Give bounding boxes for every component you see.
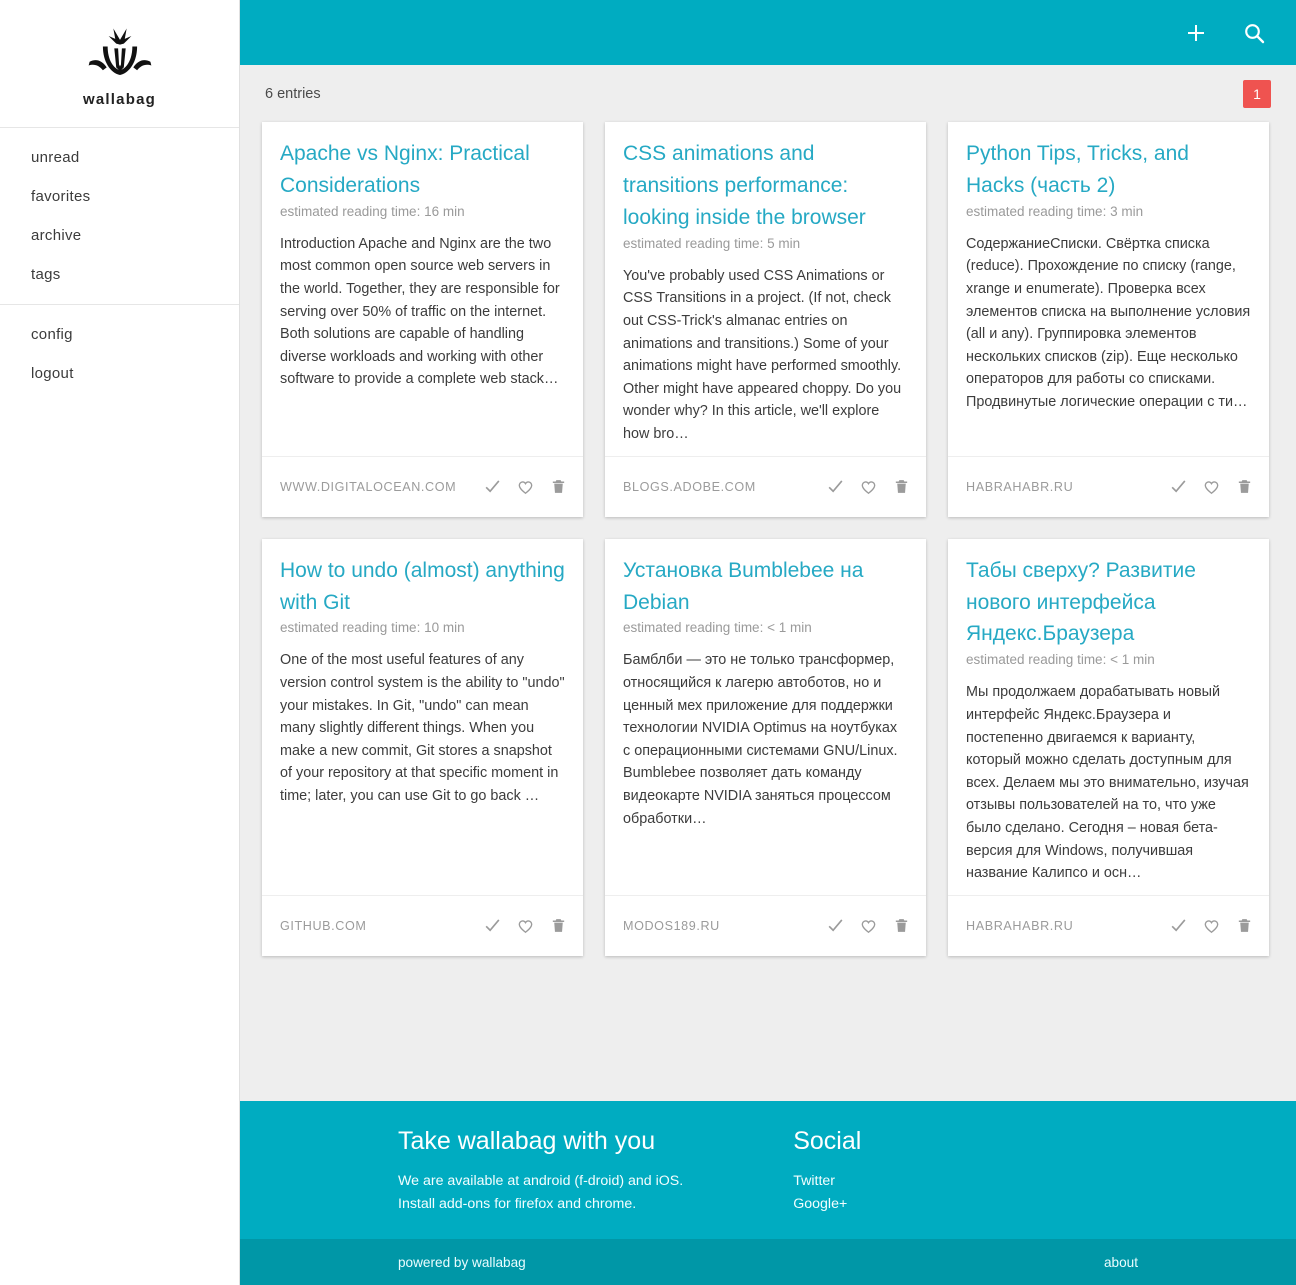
check-icon [826,916,845,935]
trash-icon [1236,916,1253,935]
entry-title[interactable]: How to undo (almost) anything with Git [280,558,565,614]
entry-actions [824,915,912,937]
entry-card-footer [605,456,926,517]
heart-icon [516,916,535,935]
logo-label: wallabag [83,91,156,108]
entry-title[interactable]: Табы сверху? Развитие нового интерфейса Яндекс.Браузера [966,558,1196,646]
pagination-current-page[interactable]: 1 [1243,80,1271,108]
entry-card-body [605,122,926,456]
entry-reading-time: estimated reading time: < 1 min [623,620,812,636]
entry-card-footer [948,895,1269,956]
entry-preview: Мы продолжаем дорабатывать новый интерфейс Яндекс.Браузера и постепенно двигаемся к варианту, который можно сделать доступным для всех. Делаем мы это внимательно, изучая отзывы пользователей на то, что уже было сделано. Сегодня – новая бета-версия для Windows, получившая название Калипсо и осн… [966,684,1249,882]
delete-button[interactable] [547,915,569,937]
sidebar [0,0,240,1285]
trash-icon [893,477,910,496]
entry-title[interactable]: CSS animations and transitions performance: looking inside the browser [623,142,866,229]
entry-reading-time: estimated reading time: < 1 min [966,652,1155,668]
footer-social-column [793,1127,861,1217]
entries-bar [240,65,1296,122]
delete-button[interactable] [890,476,912,498]
entry-domain: HABRAHABR.RU [966,479,1074,494]
entry-title[interactable]: Установка Bumblebee на Debian [623,558,864,614]
heart-icon [516,477,535,496]
trash-icon [550,916,567,935]
sidebar-item-favorites[interactable]: favorites [31,188,91,205]
footer-link-twitter[interactable]: Twitter [793,1172,835,1189]
page-footer [240,1101,1296,1239]
entry-card[interactable] [605,122,926,517]
heart-icon [859,477,878,496]
entry-card-body [262,122,583,456]
delete-button[interactable] [1233,915,1255,937]
entry-card-footer [605,895,926,956]
sidebar-item-config[interactable]: config [31,326,73,343]
entry-actions [1167,915,1255,937]
delete-button[interactable] [547,476,569,498]
entry-reading-time: estimated reading time: 10 min [280,620,465,636]
sidebar-item-unread[interactable]: unread [31,149,80,166]
footer-bottom-bar [240,1239,1296,1285]
check-icon [1169,916,1188,935]
mark-as-read-button[interactable] [481,476,503,498]
footer-apps-heading: Take wallabag with you [398,1126,656,1155]
entry-domain: MODOS189.RU [623,918,720,933]
entry-card[interactable] [605,539,926,956]
mark-as-read-button[interactable] [1167,476,1189,498]
check-icon [1169,477,1188,496]
footer-link-googleplus[interactable]: Google+ [793,1196,848,1213]
search-button[interactable] [1234,13,1274,53]
entry-preview: СодержаниеСписки. Свёртка списка (reduce). Прохождение по списку (range, xrange и enumerate). Проверка всех элементов списка на выполнение условия (all и any). Группировка элементов нескольких списков (zip). Еще несколько операторов для работы со списками. Продвинутые логические операции с ти… [966,235,1251,411]
favorite-button[interactable] [514,476,536,498]
entry-card-body [262,539,583,895]
main-content [240,0,1296,1285]
footer-apps-line-1: We are available at android (f-droid) and iOS. [398,1172,684,1189]
entry-preview: One of the most useful features of any version control system is the ability to "undo" your mistakes. In Git, "undo" can mean many slightly different things. When you make a new commit, Git stores a snapshot of your repository at that specific moment in time; later, you can use Git to go back … [280,652,565,805]
entry-domain: BLOGS.ADOBE.COM [623,479,756,494]
sidebar-nav-secondary [0,304,239,403]
delete-button[interactable] [1233,476,1255,498]
entry-preview: You've probably used CSS Animations or CSS Transitions in a project. (If not, check out CSS-Trick's almanac entries on animations and transitions.) Some of your animations might have performed smoothly. Other might have appeared choppy. Do you wonder why? In this article, we'll explore how bro… [623,267,902,442]
heart-icon [1202,477,1221,496]
mark-as-read-button[interactable] [824,915,846,937]
heart-icon [1202,916,1221,935]
add-entry-button[interactable] [1176,13,1216,53]
footer-apps-line-2: Install add-ons for firefox and chrome. [398,1196,637,1213]
entry-domain: HABRAHABR.RU [966,918,1074,933]
trash-icon [893,916,910,935]
check-icon [483,916,502,935]
check-icon [483,477,502,496]
entry-card[interactable] [948,539,1269,956]
wallabag-logo-icon [82,25,158,87]
mark-as-read-button[interactable] [1167,915,1189,937]
entries-count: 6 entries [265,85,321,102]
entry-reading-time: estimated reading time: 16 min [280,203,465,219]
logo-area [0,0,239,128]
sidebar-nav-primary [0,128,239,304]
mark-as-read-button[interactable] [481,915,503,937]
entry-actions [481,476,569,498]
entry-domain: WWW.DIGITALOCEAN.COM [280,479,457,494]
entry-preview: Introduction Apache and Nginx are the two most common open source web servers in the world. Together, they are responsible for serving over 50% of traffic on the internet. Both solutions are capable of handling diverse workloads and working with other software to provide a complete web stack… [280,235,560,388]
search-icon [1242,21,1266,45]
entry-card-footer [948,456,1269,517]
footer-apps-column [398,1127,683,1217]
entry-card[interactable] [262,539,583,956]
trash-icon [550,477,567,496]
entry-reading-time: estimated reading time: 3 min [966,203,1144,219]
favorite-button[interactable] [1200,915,1222,937]
entry-preview: Бамблби — это не только трансформер, относящийся к лагерю автоботов, но и ценный мех приложение для поддержки технологии NVIDIA Optimus на ноутбуках с операционными системами GNU/Linux. Bumblebee позволяет дать команду видеокарте NVIDIA заняться процессом обработки… [623,652,898,827]
entry-actions [824,476,912,498]
entry-card-grid [240,122,1296,956]
favorite-button[interactable] [857,915,879,937]
footer-social-heading: Social [793,1126,862,1155]
sidebar-item-logout[interactable]: logout [31,365,74,382]
sidebar-item-tags[interactable]: tags [31,266,61,283]
entry-card-body [605,539,926,895]
favorite-button[interactable] [1200,476,1222,498]
delete-button[interactable] [890,915,912,937]
entry-card[interactable] [948,122,1269,517]
entry-actions [1167,476,1255,498]
footer-columns [240,1127,1296,1217]
entry-title[interactable]: Apache vs Nginx: Practical Considerations [280,142,530,197]
favorite-button[interactable] [514,915,536,937]
check-icon [826,477,845,496]
entry-actions [481,915,569,937]
mark-as-read-button[interactable] [824,476,846,498]
top-bar [240,0,1296,65]
plus-icon [1184,21,1208,45]
heart-icon [859,916,878,935]
entry-card-footer [262,456,583,517]
powered-by-label: powered by wallabag [398,1254,526,1270]
about-link[interactable]: about [1103,1254,1138,1270]
entry-reading-time: estimated reading time: 5 min [623,235,801,251]
entry-card-body [948,539,1269,895]
content-spacer [240,956,1296,1101]
entry-domain: GITHUB.COM [280,918,367,933]
trash-icon [1236,477,1253,496]
favorite-button[interactable] [857,476,879,498]
entry-card-footer [262,895,583,956]
entry-title[interactable]: Python Tips, Tricks, and Hacks (часть 2) [966,142,1189,197]
entry-card-body [948,122,1269,456]
sidebar-item-archive[interactable]: archive [31,227,82,244]
entry-card[interactable] [262,122,583,517]
